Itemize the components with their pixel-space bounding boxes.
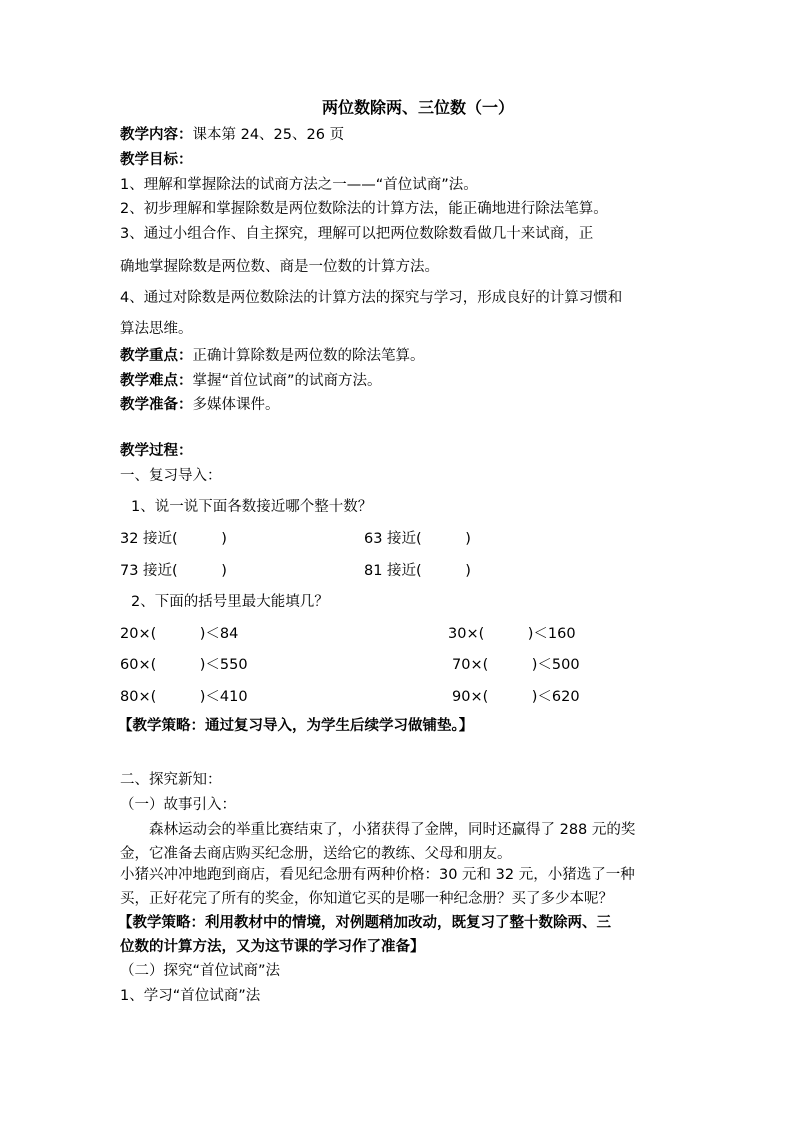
objective-item: 4、通过对除数是两位数除法的计算方法的探究与学习，形成良好的计算习惯和 (120, 290, 623, 306)
key-point-label: 教学重点： (120, 348, 193, 364)
review-question-1: 1、说一说下面各数接近哪个整十数？ (131, 499, 373, 515)
preparation-text: 多媒体课件。 (192, 397, 280, 413)
inequality-item: 70×( )＜500 (452, 657, 580, 673)
objective-item: 确地掌握除数是两位数、商是一位数的计算方法。 (120, 259, 439, 275)
teaching-content-label: 教学内容： (120, 127, 193, 143)
approx-item: 73 接近( ) (120, 563, 227, 579)
story-line: 森林运动会的举重比赛结束了，小猪获得了金牌，同时还赢得了 288 元的奖 (149, 822, 636, 838)
section-heading: （二）探究“首位试商”法 (120, 963, 281, 979)
subsection-heading: 1、学习“首位试商”法 (120, 988, 261, 1004)
approx-item: 32 接近( ) (120, 531, 227, 547)
story-line: 金，它准备去商店购买纪念册，送给它的教练、父母和朋友。 (120, 846, 512, 862)
difficulty-label: 教学难点： (120, 373, 193, 389)
objective-item: 2、初步理解和掌握除数是两位数除法的计算方法，能正确地进行除法笔算。 (120, 201, 608, 217)
objective-item: 3、通过小组合作、自主探究，理解可以把两位数除数看做几十来试商，正 (120, 226, 594, 242)
objective-item: 1、理解和掌握除法的试商方法之一——“首位试商”法。 (120, 177, 478, 193)
approx-item: 63 接近( ) (364, 531, 471, 547)
inequality-item: 20×( )＜84 (120, 626, 239, 642)
story-line: 小猪兴冲冲地跑到商店，看见纪念册有两种价格：30 元和 32 元，小猪选了一种 (120, 867, 635, 883)
preparation-label: 教学准备： (120, 397, 193, 413)
story-heading: （一）故事引入： (120, 797, 236, 813)
page-title: 两位数除两、三位数（一） (322, 98, 515, 117)
approx-item: 81 接近( ) (364, 563, 471, 579)
review-question-2: 2、下面的括号里最大能填几？ (131, 594, 329, 610)
explore-heading: 二、探究新知： (120, 772, 222, 788)
key-point (120, 347, 425, 365)
explore-strategy-line: 位数的计算方法，又为这节课的学习作了准备】 (120, 938, 425, 955)
teaching-content (120, 126, 344, 144)
explore-strategy-line: 【教学策略：利用教材中的情境，对例题稍加改动，既复习了整十数除两、三 (118, 914, 611, 931)
objectives-label: 教学目标： (120, 152, 193, 168)
inequality-item: 90×( )＜620 (452, 689, 580, 705)
difficulty-text: 掌握“首位试商”的试商方法。 (192, 373, 382, 389)
key-point-text: 正确计算除数是两位数的除法笔算。 (192, 348, 425, 364)
inequality-item: 60×( )＜550 (120, 657, 248, 673)
objective-item: 算法思维。 (120, 321, 193, 337)
teaching-content-text: 课本第 24、25、26 页 (192, 127, 345, 143)
inequality-item: 30×( )＜160 (448, 626, 576, 642)
process-label: 教学过程： (120, 443, 193, 459)
inequality-item: 80×( )＜410 (120, 689, 248, 705)
preparation (120, 396, 280, 414)
review-strategy: 【教学策略：通过复习导入，为学生后续学习做铺垫。】 (118, 717, 474, 734)
review-heading: 一、复习导入： (120, 468, 222, 484)
story-line: 买，正好花完了所有的奖金，你知道它买的是哪一种纪念册？买了多少本呢？ (120, 891, 613, 907)
difficulty (120, 372, 382, 390)
